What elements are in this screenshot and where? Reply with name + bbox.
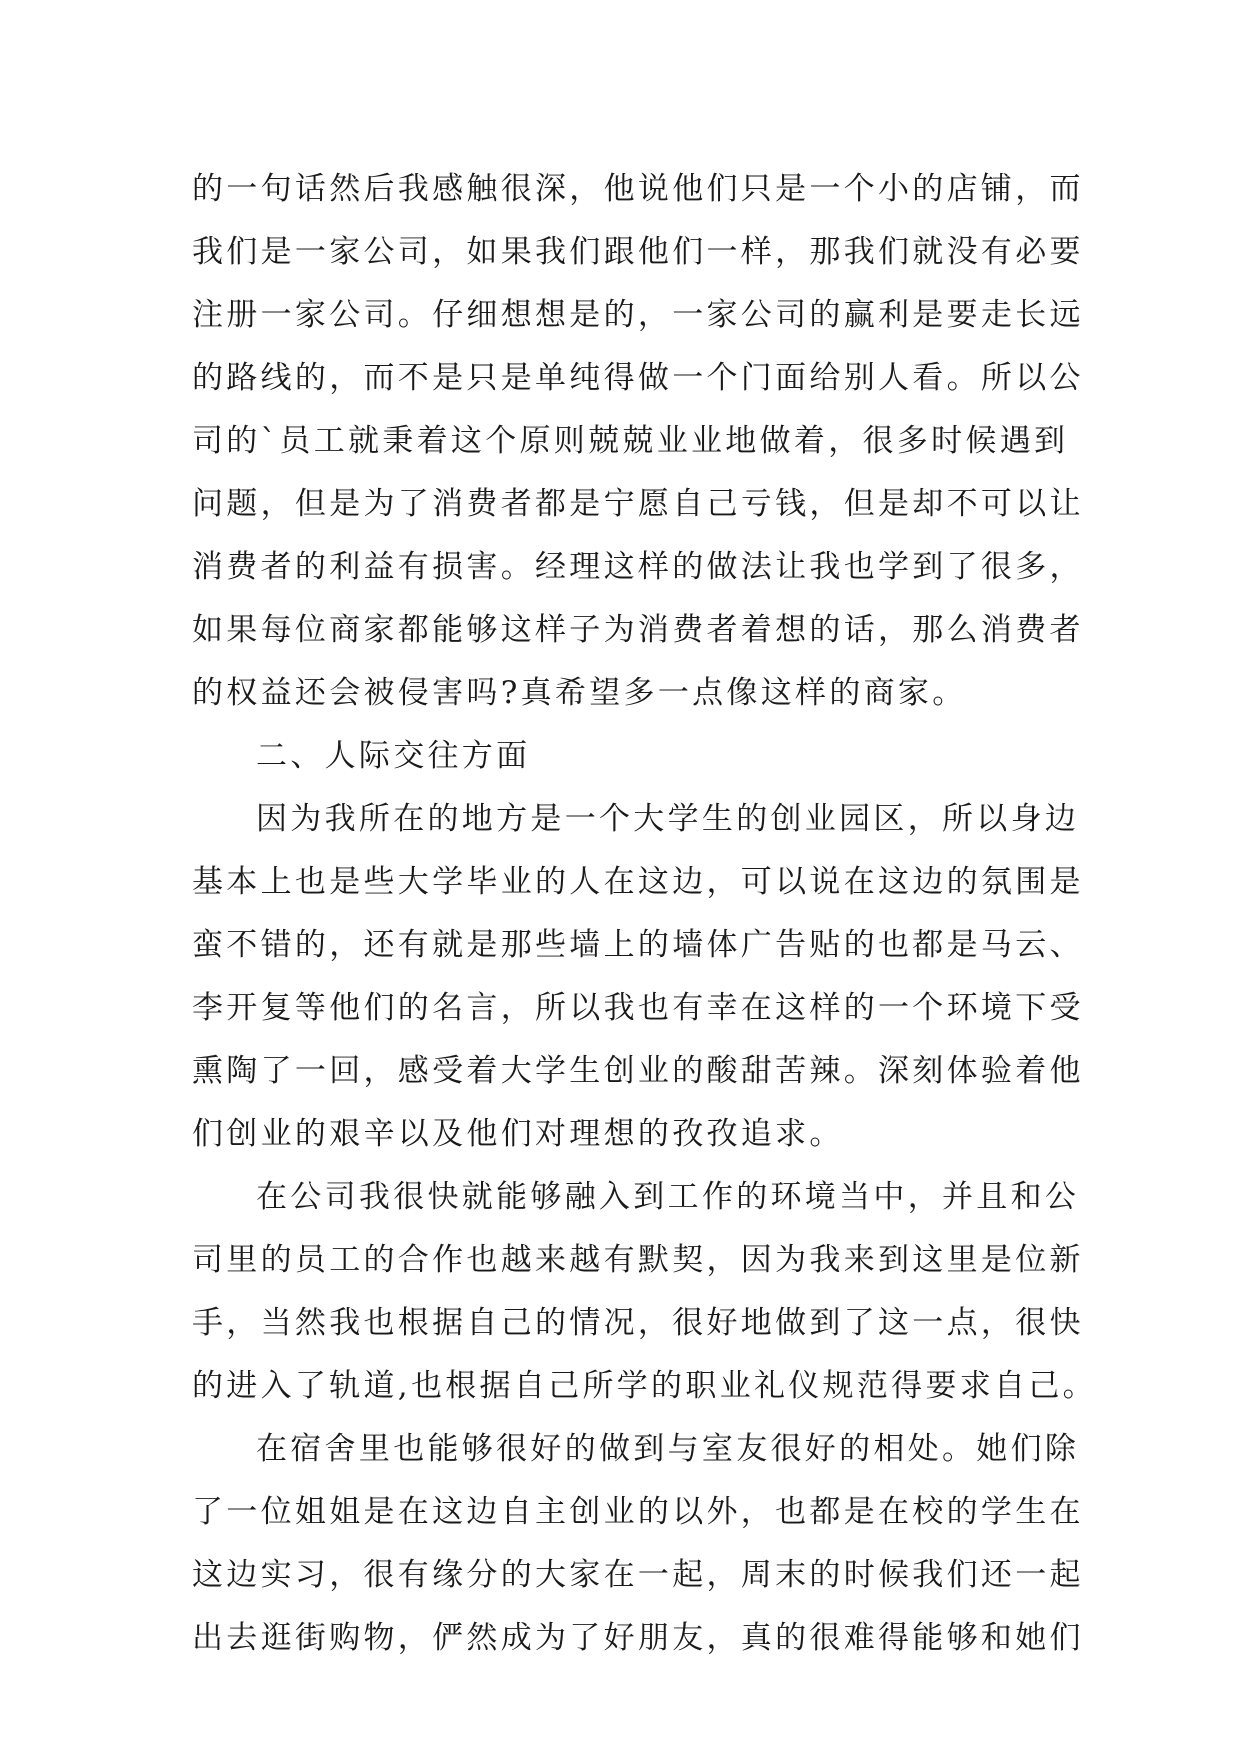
text-line: 的进入了轨道,也根据自己所学的职业礼仪规范得要求自己。 — [192, 1368, 1097, 1404]
body-text — [192, 158, 1097, 1670]
text-line: 问题，但是为了消费者都是宁愿自己亏钱，但是却不可以让 — [192, 486, 1084, 522]
text-line: 了一位姐姐是在这边自主创业的以外，也都是在校的学生在 — [192, 1494, 1084, 1530]
text-line: 的权益还会被侵害吗?真希望多一点像这样的商家。 — [192, 675, 967, 711]
text-line: 我们是一家公司，如果我们跟他们一样，那我们就没有必要 — [192, 234, 1084, 270]
text-line: 们创业的艰辛以及他们对理想的孜孜追求。 — [192, 1116, 844, 1152]
text-line: 司的`员工就秉着这个原则兢兢业业地做着，很多时候遇到 — [192, 423, 1069, 459]
text-line: 李开复等他们的名言，所以我也有幸在这样的一个环境下受 — [192, 990, 1084, 1026]
section-heading: 二、人际交往方面 — [256, 738, 531, 774]
text-line: 熏陶了一回，感受着大学生创业的酸甜苦辣。深刻体验着他 — [192, 1053, 1084, 1089]
paragraph-first-line: 在宿舍里也能够很好的做到与室友很好的相处。她们除 — [256, 1431, 1080, 1467]
text-line: 这边实习，很有缘分的大家在一起，周末的时候我们还一起 — [192, 1557, 1084, 1593]
text-line: 手，当然我也根据自己的情况，很好地做到了这一点，很快 — [192, 1305, 1084, 1341]
text-line: 蛮不错的，还有就是那些墙上的墙体广告贴的也都是马云、 — [192, 927, 1084, 963]
paragraph-first-line: 在公司我很快就能够融入到工作的环境当中，并且和公 — [256, 1179, 1080, 1215]
text-line: 注册一家公司。仔细想想是的，一家公司的赢利是要走长远 — [192, 297, 1084, 333]
text-line: 的路线的，而不是只是单纯得做一个门面给别人看。所以公 — [192, 360, 1084, 396]
paragraph-first-line: 因为我所在的地方是一个大学生的创业园区，所以身边 — [256, 801, 1080, 837]
text-line: 出去逛街购物，俨然成为了好朋友，真的很难得能够和她们 — [192, 1620, 1084, 1656]
text-line: 如果每位商家都能够这样子为消费者着想的话，那么消费者 — [192, 612, 1084, 648]
text-line: 消费者的利益有损害。经理这样的做法让我也学到了很多， — [192, 549, 1084, 585]
text-line: 司里的员工的合作也越来越有默契，因为我来到这里是位新 — [192, 1242, 1084, 1278]
text-line: 的一句话然后我感触很深，他说他们只是一个小的店铺，而 — [192, 171, 1084, 207]
text-line: 基本上也是些大学毕业的人在这边，可以说在这边的氛围是 — [192, 864, 1084, 900]
